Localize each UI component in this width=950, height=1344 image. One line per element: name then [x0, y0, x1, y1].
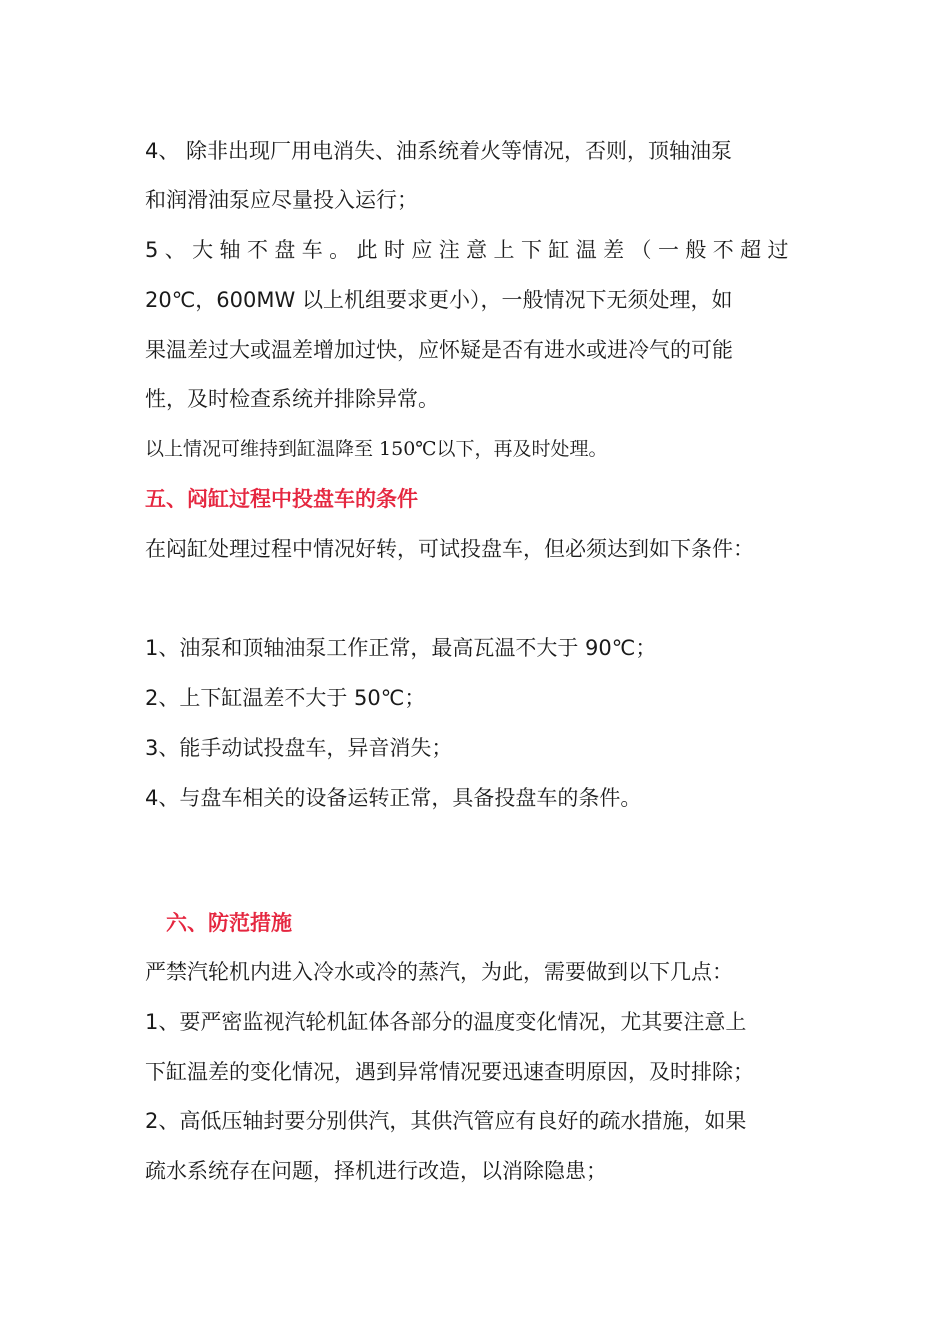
measure-2-line-2: 疏水系统存在问题，择机进行改造，以消除隐患； — [145, 1159, 607, 1183]
section-6-intro: 严禁汽轮机内进入冷水或冷的蒸汽，为此，需要做到以下几点： — [145, 960, 733, 984]
item-5-line-4: 性，及时检查系统并排除异常。 — [145, 387, 439, 411]
item-4-line-2: 和润滑油泵应尽量投入运行； — [145, 188, 418, 212]
item-5-line-1: 5、大轴不盘车。此时应注意上下缸温差（一般不超过 — [145, 238, 795, 262]
measure-1-line-1: 1、要严密监视汽轮机缸体各部分的温度变化情况，尤其要注意上 — [145, 1010, 747, 1034]
condition-item-3: 3、能手动试投盘车，异音消失； — [145, 736, 453, 760]
section-5-intro: 在闷缸处理过程中情况好转，可试投盘车，但必须达到如下条件： — [145, 537, 754, 561]
measure-2-line-1: 2、高低压轴封要分别供汽，其供汽管应有良好的疏水措施，如果 — [145, 1109, 747, 1133]
summary-text: 以上情况可维持到缸温降至 150℃以下，再及时处理。 — [145, 438, 608, 460]
section-6-heading: 六、防范措施 — [166, 911, 292, 935]
item-5-line-2: 20℃，600MW 以上机组要求更小），一般情况下无须处理，如 — [145, 288, 733, 312]
measure-1-line-2: 下缸温差的变化情况，遇到异常情况要迅速查明原因，及时排除； — [145, 1060, 754, 1084]
section-5-heading: 五、闷缸过程中投盘车的条件 — [145, 487, 418, 511]
item-5-line-3: 果温差过大或温差增加过快，应怀疑是否有进水或进冷气的可能 — [145, 338, 733, 362]
item-4-line-1: 4、 除非出现厂用电消失、油系统着火等情况，否则，顶轴油泵 — [145, 139, 733, 163]
condition-item-4: 4、与盘车相关的设备运转正常，具备投盘车的条件。 — [145, 786, 642, 810]
condition-item-2: 2、上下缸温差不大于 50℃； — [145, 686, 426, 710]
condition-item-1: 1、油泵和顶轴油泵工作正常，最高瓦温不大于 90℃； — [145, 636, 657, 660]
